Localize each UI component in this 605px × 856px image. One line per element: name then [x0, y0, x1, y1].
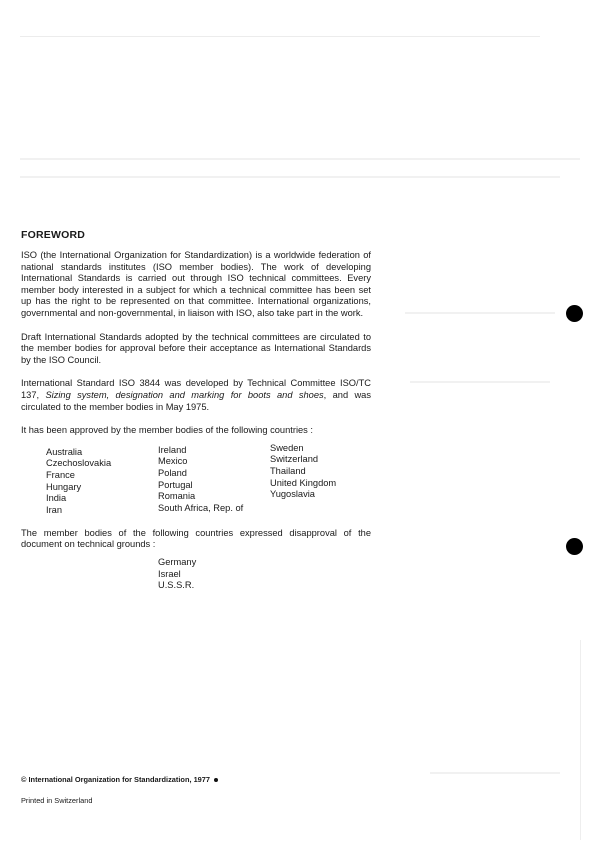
copyright-notice: [21, 775, 218, 784]
binding-hole-mark-lower: [566, 538, 583, 555]
standard-committee-title: Sizing system, designation and marking for boots and shoes: [45, 389, 324, 400]
paragraph-standard-origin: [21, 378, 371, 413]
edge-mark: [580, 640, 581, 840]
paragraph-approval: It has been approved by the member bodies of the following countries :: [21, 425, 313, 436]
country-item: Yugoslavia: [270, 489, 315, 500]
country-item: United Kingdom: [270, 477, 337, 488]
ghost-line-3: [405, 312, 555, 314]
country-item: Poland: [158, 467, 187, 478]
country-item: Israel: [158, 568, 181, 579]
country-item: Iran: [46, 504, 63, 515]
ghost-line-5: [430, 772, 560, 774]
country-item: Portugal: [158, 479, 193, 490]
bullet-icon: [214, 778, 218, 782]
country-item: U.S.S.R.: [158, 580, 195, 591]
foreword-section: [21, 229, 371, 592]
standard-origin-text-b: , and was circulated to the member bodies in May 1975.: [21, 389, 372, 412]
approving-column-1: [46, 447, 111, 517]
binding-hole-mark-upper: [566, 305, 583, 322]
paragraph-disapproval: The member bodies of the following countries expressed disapproval of the document on technical grounds :: [21, 527, 371, 550]
country-item: Czechoslovakia: [46, 458, 112, 469]
ghost-line-2: [20, 176, 560, 178]
country-item: Australia: [46, 446, 83, 457]
country-item: Sweden: [270, 442, 304, 453]
ghost-rule-top: [20, 36, 540, 37]
copyright-text: © International Organization for Standardization, 1977: [21, 775, 211, 784]
printed-in: Printed in Switzerland: [21, 796, 93, 805]
ghost-title-showthrough: [22, 74, 582, 118]
disapproving-countries: [158, 557, 371, 592]
country-item: South Africa, Rep. of: [158, 502, 244, 513]
country-item: Ireland: [158, 444, 187, 455]
ghost-line-1: [20, 158, 580, 160]
approving-countries: [21, 442, 371, 515]
country-item: Switzerland: [270, 454, 319, 465]
approving-column-3: [270, 443, 336, 501]
approving-column-2: [158, 445, 243, 515]
country-item: Mexico: [158, 456, 188, 467]
standard-origin-text-a: International Standard ISO 3844 was developed by Technical Committee ISO/TC 137,: [21, 378, 371, 400]
paragraph-draft-standards: Draft International Standards adopted by the technical committees are circulated to the member bodies for approval before their acceptance as International Standards by the ISO Council.: [21, 331, 371, 365]
country-item: France: [46, 469, 75, 480]
foreword-heading: FOREWORD: [21, 229, 86, 241]
country-item: Thailand: [270, 465, 306, 476]
country-item: India: [46, 493, 67, 504]
paragraph-iso-intro: ISO (the International Organization for Standardization) is a worldwide federation of national standards institutes (ISO member bodies). The work of developing International Standards is carried out through ISO technical committees. Every member body interested in a subject for which a technical committee has been set up has the right to be represented on that committee. International organizations, governmental and non-governmental, in liaison with ISO, also take part in the work.: [21, 250, 371, 318]
country-item: Hungary: [46, 481, 82, 492]
country-item: Germany: [158, 556, 197, 567]
country-item: Romania: [158, 491, 196, 502]
ghost-line-4: [410, 381, 550, 383]
